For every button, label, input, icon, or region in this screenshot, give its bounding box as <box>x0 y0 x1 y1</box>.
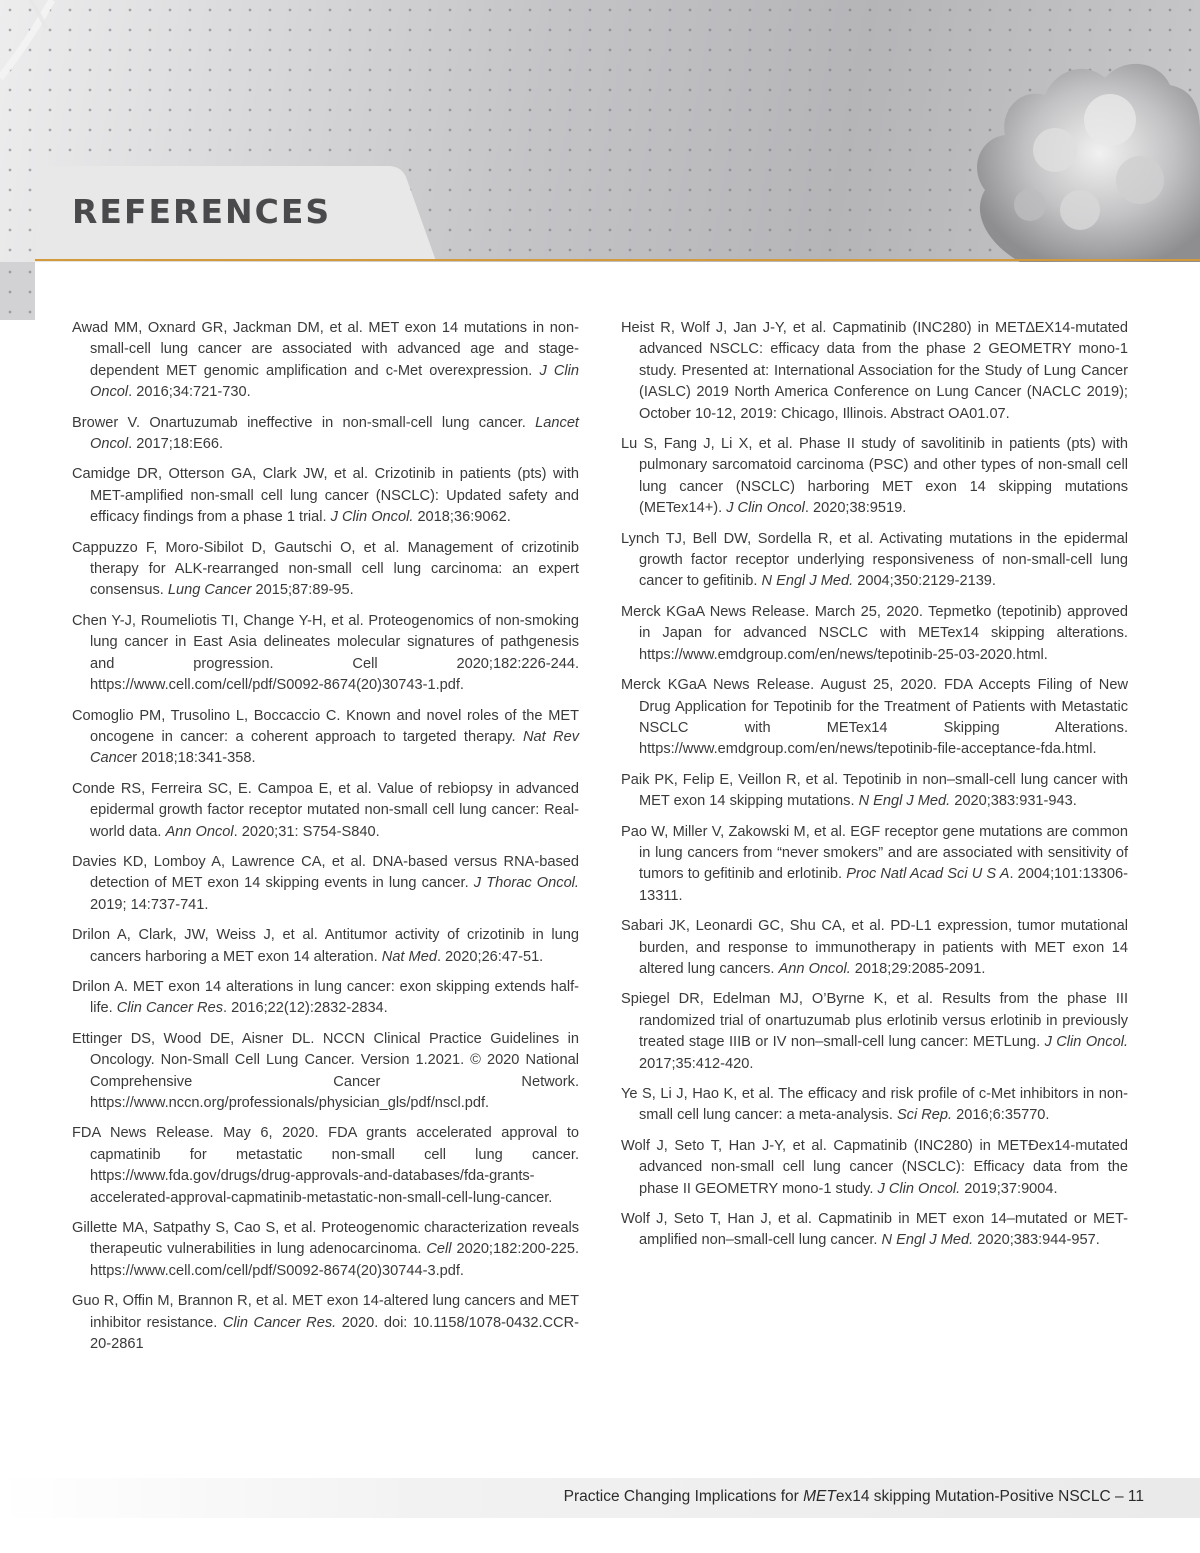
header-banner <box>0 0 1200 262</box>
reference-item: Comoglio PM, Trusolino L, Boccaccio C. Known and novel roles of the MET oncogene in cancer: a coherent approach to targeted therapy. Nat Rev Cancer 2018;18:341-358. <box>72 707 580 767</box>
reference-item: Paik PK, Felip E, Veillon R, et al. Tepotinib in non–small-cell lung cancer with MET exon 14 skipping mutations. N Engl J Med. 2020;383:931-943. <box>621 771 1128 810</box>
reference-item: Brower V. Onartuzumab ineffective in non-small-cell lung cancer. Lancet Oncol. 2017;18:E66. <box>72 414 579 453</box>
reference-item: FDA News Release. May 6, 2020. FDA grants accelerated approval to capmatinib for metastatic non-small cell lung cancer. https://www.fda.gov/drugs/drug-approvals-and-databases/fda-grants-accelerated-approval-capmatinib-metastatic-non-small-cell-lung-cancer. <box>72 1125 579 1206</box>
accent-divider <box>35 259 1200 261</box>
references-right-column <box>621 318 1128 1261</box>
reference-item: Ettinger DS, Wood DE, Aisner DL. NCCN Clinical Practice Guidelines in Oncology. Non-Small Cell Lung Cancer. Version 1.2021. © 2020 National Comprehensive Cancer Network. https://www.nccn.org/professionals/physician_gls/pdf/nscl.pdf. <box>72 1030 579 1111</box>
reference-item: Ye S, Li J, Hao K, et al. The efficacy and risk profile of c-Met inhibitors in non-small cell lung cancer: a meta-analysis. Sci Rep. 2016;6:35770. <box>621 1086 1128 1124</box>
references-left-column <box>72 318 579 1364</box>
page-title: REFERENCES <box>72 192 332 231</box>
protein-structure-graphic <box>960 40 1200 262</box>
reference-item: Sabari JK, Leonardi GC, Shu CA, et al. PD-L1 expression, tumor mutational burden, and response to immunotherapy in patients with MET exon 14 altered lung cancers. Ann Oncol. 2018;29:2085-2091. <box>621 918 1128 977</box>
reference-item: Heist R, Wolf J, Jan J-Y, et al. Capmatinib (INC280) in MET∆EX14-mutated advanced NSCLC: efficacy data from the phase 2 GEOMETRY mono-1 study. Presented at: International Association for the Study of Lung Cancer (IASLC) 2019 North America Conference on Lung Cancer (NACLC 2019); October 10-12, 2019: Chicago, Illinois. Abstract OA01.07. <box>621 320 1128 422</box>
reference-item: Spiegel DR, Edelman MJ, O’Byrne K, et al. Results from the phase III randomized trial of onartuzumab plus erlotinib versus erlotinib in previously treated stage IIIB or IV non–small-cell lung cancer: METLung. J Clin Oncol. 2017;35:412-420. <box>621 991 1128 1072</box>
reference-item: Guo R, Offin M, Brannon R, et al. MET exon 14-altered lung cancers and MET inhibitor resistance. Clin Cancer Res. 2020. doi: 10.1158/1078-0432.CCR-20-2861 <box>72 1293 579 1353</box>
reference-item: Drilon A, Clark, JW, Weiss J, et al. Antitumor activity of crizotinib in lung cancers harboring a MET exon 14 alteration. Nat Med. 2020;26:47-51. <box>72 927 579 965</box>
reference-item: Wolf J, Seto T, Han J, et al. Capmatinib in MET exon 14–mutated or MET-amplified non–small-cell lung cancer. N Engl J Med. 2020;383:944-957. <box>621 1211 1128 1249</box>
reference-item: Chen Y-J, Roumeliotis TI, Change Y-H, et al. Proteogenomics of non-smoking lung cancer in East Asia delineates molecular signatures of pathgenesis and progression. Cell 2020;182:226-244. https://www.cell.com/cell/pdf/S0092-8674(20)30743-1.pdf. <box>72 612 579 694</box>
reference-item: Drilon A. MET exon 14 alterations in lung cancer: exon skipping extends half-life. Clin Cancer Res. 2016;22(12):2832-2834. <box>72 978 579 1017</box>
reference-item: Davies KD, Lomboy A, Lawrence CA, et al. DNA-based versus RNA-based detection of MET exon 14 skipping events in lung cancer. J Thorac Oncol. 2019; 14:737-741. <box>72 853 579 913</box>
reference-item: Camidge DR, Otterson GA, Clark JW, et al. Crizotinib in patients (pts) with MET-amplified non-small cell lung cancer (NSCLC): Updated safety and efficacy findings from a phase 1 trial. J Clin Oncol. 2018;36:9062. <box>72 466 579 526</box>
reference-item: Wolf J, Seto T, Han J-Y, et al. Capmatinib (INC280) in METĐex14-mutated advanced non-small cell lung cancer (NSCLC): Efficacy data from the phase II GEOMETRY mono-1 study. J Clin Oncol. 2019;37:9004. <box>621 1137 1128 1197</box>
reference-item: Lu S, Fang J, Li X, et al. Phase II study of savolitinib in patients (pts) with pulmonary sarcomatoid carcinoma (PSC) and other types of non-small cell lung cancer (NSCLC) harboring MET exon 14 skipping mutations (METex14+). J Clin Oncol. 2020;38:9519. <box>621 436 1128 517</box>
reference-item: Merck KGaA News Release. August 25, 2020. FDA Accepts Filing of New Drug Application for Tepotinib for the Treatment of Patients with Metastatic NSCLC with METex14 Skipping Alterations. https://www.emdgroup.com/en/news/tepotinib-file-acceptance-fda.html. <box>621 677 1128 758</box>
reference-item: Merck KGaA News Release. March 25, 2020. Tepmetko (tepotinib) approved in Japan for advanced NSCLC with METex14 skipping alterations. https://www.emdgroup.com/en/news/tepotinib-25-03-2020.html. <box>621 603 1128 663</box>
reference-item: Lynch TJ, Bell DW, Sordella R, et al. Activating mutations in the epidermal growth factor receptor underlying responsiveness of non-small-cell lung cancer to gefitinib. N Engl J Med. 2004;350:2129-2139. <box>621 530 1128 590</box>
reference-item: Cappuzzo F, Moro-Sibilot D, Gautschi O, et al. Management of crizotinib therapy for ALK-rearranged non-small cell lung carcinoma: an expert consensus. Lung Cancer 2015;87:89-95. <box>72 539 579 599</box>
page-footer <box>0 1478 1200 1518</box>
banner-side-strip <box>0 262 35 320</box>
reference-item: Gillette MA, Satpathy S, Cao S, et al. Proteogenomic characterization reveals therapeutic vulnerabilities in lung adenocarcinoma. Cell 2020;182:200-225. https://www.cell.com/cell/pdf/S0092-8674(20)30744-3.pdf. <box>72 1220 579 1279</box>
reference-item: Pao W, Miller V, Zakowski M, et al. EGF receptor gene mutations are common in lung cancers from “never smokers” and are associated with sensitivity of tumors to gefitinib and erlotinib. Proc Natl Acad Sci U S A. 2004;101:13306-13311. <box>621 823 1128 904</box>
footer-caption: Practice Changing Implications for METex14 skipping Mutation-Positive NSCLC – 11 <box>563 1488 1144 1505</box>
reference-item: Awad MM, Oxnard GR, Jackman DM, et al. MET exon 14 mutations in non-small-cell lung cancer are associated with advanced age and stage-dependent MET genomic amplification and c-Met overexpression. J Clin Oncol. 2016;34:721-730. <box>72 320 579 401</box>
reference-item: Conde RS, Ferreira SC, E. Campoa E, et al. Value of rebiopsy in advanced epidermal growth factor receptor mutated non-small cell lung cancer: Real-world data. Ann Oncol. 2020;31: S754-S840. <box>72 780 579 840</box>
